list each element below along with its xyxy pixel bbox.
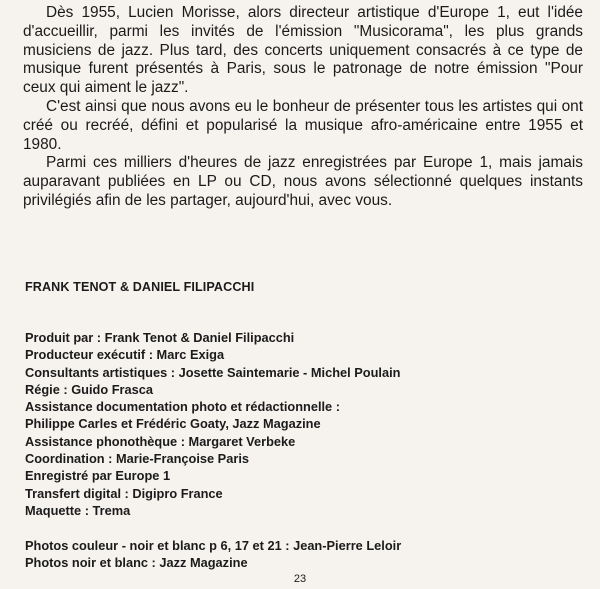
signature: FRANK TENOT & DANIEL FILIPACCHI (25, 280, 255, 294)
credit-line: Producteur exécutif : Marc Exiga (25, 347, 225, 363)
intro-paragraph: Parmi ces milliers d'heures de jazz enregistrées par Europe 1, mais jamais auparavant publiées en LP ou CD, nous avons sélectionné quelques instants privilégiés afin de les partager, aujourd'hui, avec vous. (23, 154, 583, 209)
credit-line: Produit par : Frank Tenot & Daniel Filipacchi (25, 330, 295, 345)
intro-text (23, 4, 583, 211)
credit-line: Assistance phonothèque : Margaret Verbeke (25, 433, 296, 449)
credit-line: Enregistré par Europe 1 (25, 468, 171, 484)
intro-paragraph: C'est ainsi que nous avons eu le bonheur de présenter tous les artistes qui ont créé ou recréé, défini et popularisé la musique afro-américaine entre 1955 et 1980. (23, 97, 583, 153)
credit-line: Assistance documentation photo et rédactionnelle : (25, 399, 340, 415)
credit-line: Philippe Carles et Frédéric Goaty, Jazz Magazine (25, 416, 321, 432)
credit-line: Consultants artistiques : Josette Saintemarie - Michel Poulain (25, 364, 401, 380)
photo-credits (25, 537, 401, 572)
intro-paragraph: Dès 1955, Lucien Morisse, alors directeur artistique d'Europe 1, eut l'idée d'accueillir, parmi les invités de l'émission "Musicorama", les plus grands musiciens de jazz. Plus tard, des concerts uniquement consacrés à ce type de musique furent présentés à Paris, sous le patronage de notre émission "Pour ceux qui aiment le jazz". (23, 4, 583, 97)
credit-line: Coordination : Marie-Françoise Paris (25, 451, 249, 467)
credit-line: Maquette : Trema (25, 502, 131, 518)
credits-list (25, 329, 400, 519)
photo-credit-line: Photos couleur - noir et blanc p 6, 17 et 21 : Jean-Pierre Leloir (25, 538, 402, 553)
credit-line: Transfert digital : Digipro France (25, 485, 223, 501)
page-number: 23 (293, 573, 307, 585)
photo-credit-line: Photos noir et blanc : Jazz Magazine (25, 555, 248, 571)
credit-line: Régie : Guido Frasca (25, 381, 154, 397)
